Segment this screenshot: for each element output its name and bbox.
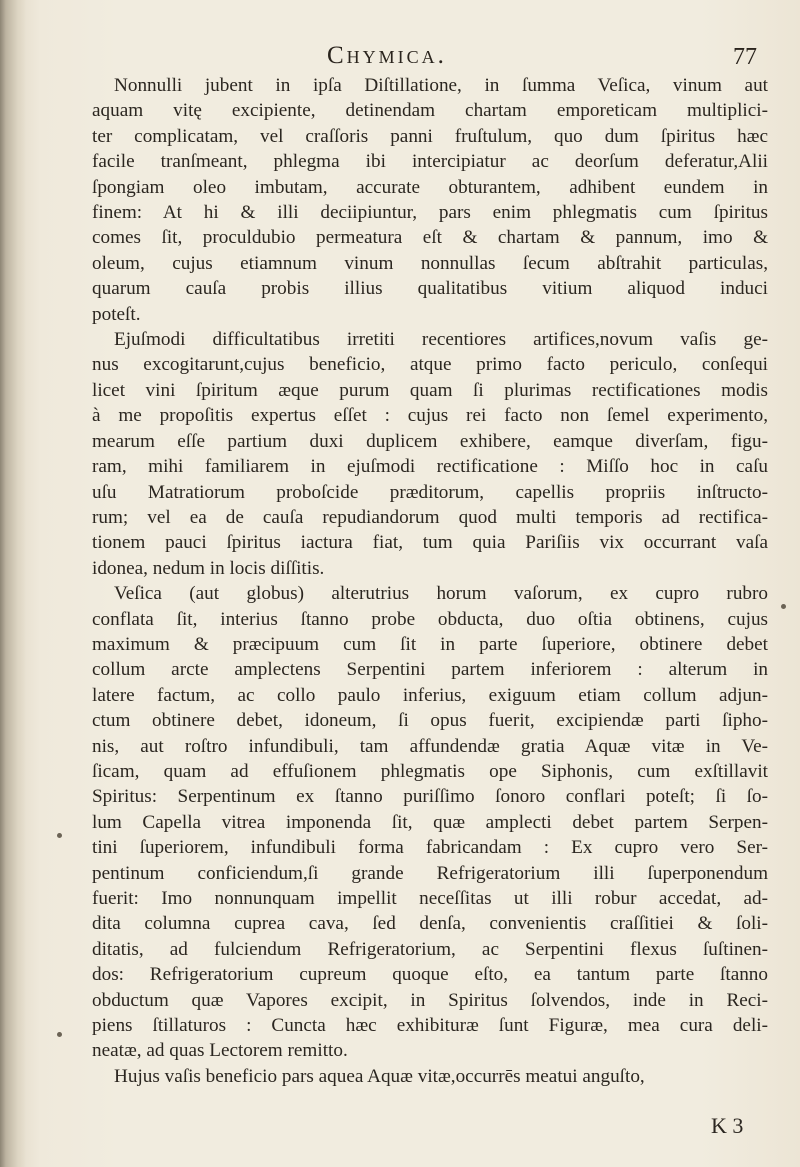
text-line: tionem pauci ſpiritus iactura fiat, tum quia Pariſiis vix occurrant vaſa [92, 532, 768, 554]
text-line: mearum eſſe partium duxi duplicem exhibere, eamque diverſam, figu- [92, 430, 768, 452]
text-line: quarum cauſa probis illius qualitatibus vitium aliquod induci [92, 278, 768, 300]
margin-dot [57, 1032, 62, 1037]
text-line: maximum & præcipuum cum ſit in parte ſuperiore, obtinere debet [92, 633, 768, 655]
text-line: Nonnulli jubent in ipſa Diſtillatione, in ſumma Veſica, vinum aut [114, 75, 768, 96]
paragraph [92, 1064, 768, 1089]
text-line: piens ſtillaturos : Cuncta hæc exhibituræ ſunt Figuræ, mea cura deli- [92, 1015, 768, 1037]
text-line: rum; vel ea de cauſa repudiandorum quod multi temporis ad rectifica- [92, 506, 768, 528]
text-line: pentinum conficiendum,ſi grande Refrigeratorium illi ſuperponendum [92, 862, 768, 884]
text-line: obductum quæ Vapores excipit, in Spiritus ſolvendos, inde in Reci- [92, 989, 768, 1011]
text-line: à me propoſitis expertus eſſet : cujus rei facto non ſemel experimento, [92, 405, 768, 427]
text-line: uſu Matratiorum proboſcide præditorum, capellis propriis inſtructo- [92, 481, 768, 503]
body-text [92, 73, 768, 1089]
text-line: nus excogitarunt,cujus beneficio, atque primo facto periculo, conſequi [92, 354, 768, 376]
text-line: neatæ, ad quas Lectorem remitto. [92, 1040, 348, 1062]
text-line: facile tranſmeant, phlegma ibi intercipiatur ac deorſum deferatur,Alii [92, 151, 768, 173]
text-line: latere factum, ac collo paulo inferius, exiguum etiam collum adjun- [92, 684, 768, 706]
text-line: nis, aut roſtro infundibuli, tam affundendæ gratia Aquæ vitæ in Ve- [92, 735, 768, 757]
text-line: tini ſuperiorem, infundibuli forma fabricandam : Ex cupro vero Ser- [92, 837, 768, 859]
signature-mark: K 3 [711, 1113, 744, 1138]
text-line: ſicam, quam ad effuſionem phlegmatis ope Siphonis, cum exſtillavit [92, 760, 768, 782]
binding-gutter [0, 0, 26, 1167]
paragraph [92, 327, 768, 581]
paragraph [92, 73, 768, 327]
text-line: ditatis, ad fulciendum Refrigeratorium, ac Serpentini flexus ſuſtinen- [92, 938, 768, 960]
text-line: aquam vitę excipiente, detinendam chartam emporeticam multiplici- [92, 100, 768, 122]
text-line: conflata ſit, interius ſtanno probe obducta, duo oſtia obtinens, cujus [92, 608, 768, 630]
text-line: Spiritus: Serpentinum ex ſtanno puriſſimo ſonoro conflari poteſt; ſi ſo- [92, 786, 768, 808]
text-line: fuerit: Imo nonnunquam impellit neceſſitas ut illi robur accedat, ad- [92, 888, 768, 909]
running-title: Chymica. [327, 42, 447, 69]
text-line: Veſica (aut globus) alterutrius horum vaſorum, ex cupro rubro [114, 583, 768, 605]
text-line: idonea, nedum in locis diſſitis. [92, 557, 325, 579]
text-line: ter complicatam, vel craſſoris panni fruſtulum, quo dum ſpiritus hæc [92, 125, 768, 147]
paragraph [92, 581, 768, 1064]
text-line: comes ſit, proculdubio permeatura eſt & chartam & pannum, imo & [92, 227, 768, 249]
text-line: oleum, cujus etiamnum vinum nonnullas ſecum abſtrahit particulas, [92, 252, 768, 274]
text-line: dita columna cuprea cava, ſed denſa, convenientis craſſitiei & ſoli- [92, 913, 768, 935]
margin-dot [57, 833, 62, 838]
text-line: licet vini ſpiritum æque purum quam ſi plurimas rectificationes modis [92, 379, 768, 401]
text-line: lum Capella vitrea imponenda ſit, quæ amplecti debet partem Serpen- [92, 811, 768, 833]
text-line: poteſt. [92, 303, 141, 325]
text-line: ſpongiam oleo imbutam, accurate obturantem, adhibent eundem in [92, 176, 768, 198]
text-line: finem: At hi & illi deciipiuntur, pars enim phlegmatis cum ſpiritus [92, 202, 768, 224]
margin-dot [781, 604, 786, 609]
text-line: Hujus vaſis beneficio pars aquea Aquæ vitæ,occurrēs meatui anguſto, [114, 1065, 645, 1087]
text-line: collum arcte amplectens Serpentini partem inferiorem : alterum in [92, 659, 768, 681]
text-line: ctum obtinere debet, idoneum, ſi opus fuerit, excipiendæ parti ſipho- [92, 710, 768, 732]
text-line: ram, mihi familiarem in ejuſmodi rectificatione : Miſſo hoc in caſu [92, 456, 768, 478]
text-line: Ejuſmodi difficultatibus irretiti recentiores artifices,novum vaſis ge- [114, 329, 768, 351]
text-line: dos: Refrigeratorium cupreum quoque eſto, ea tantum parte ſtanno [92, 964, 768, 986]
page-number: 77 [733, 44, 757, 70]
